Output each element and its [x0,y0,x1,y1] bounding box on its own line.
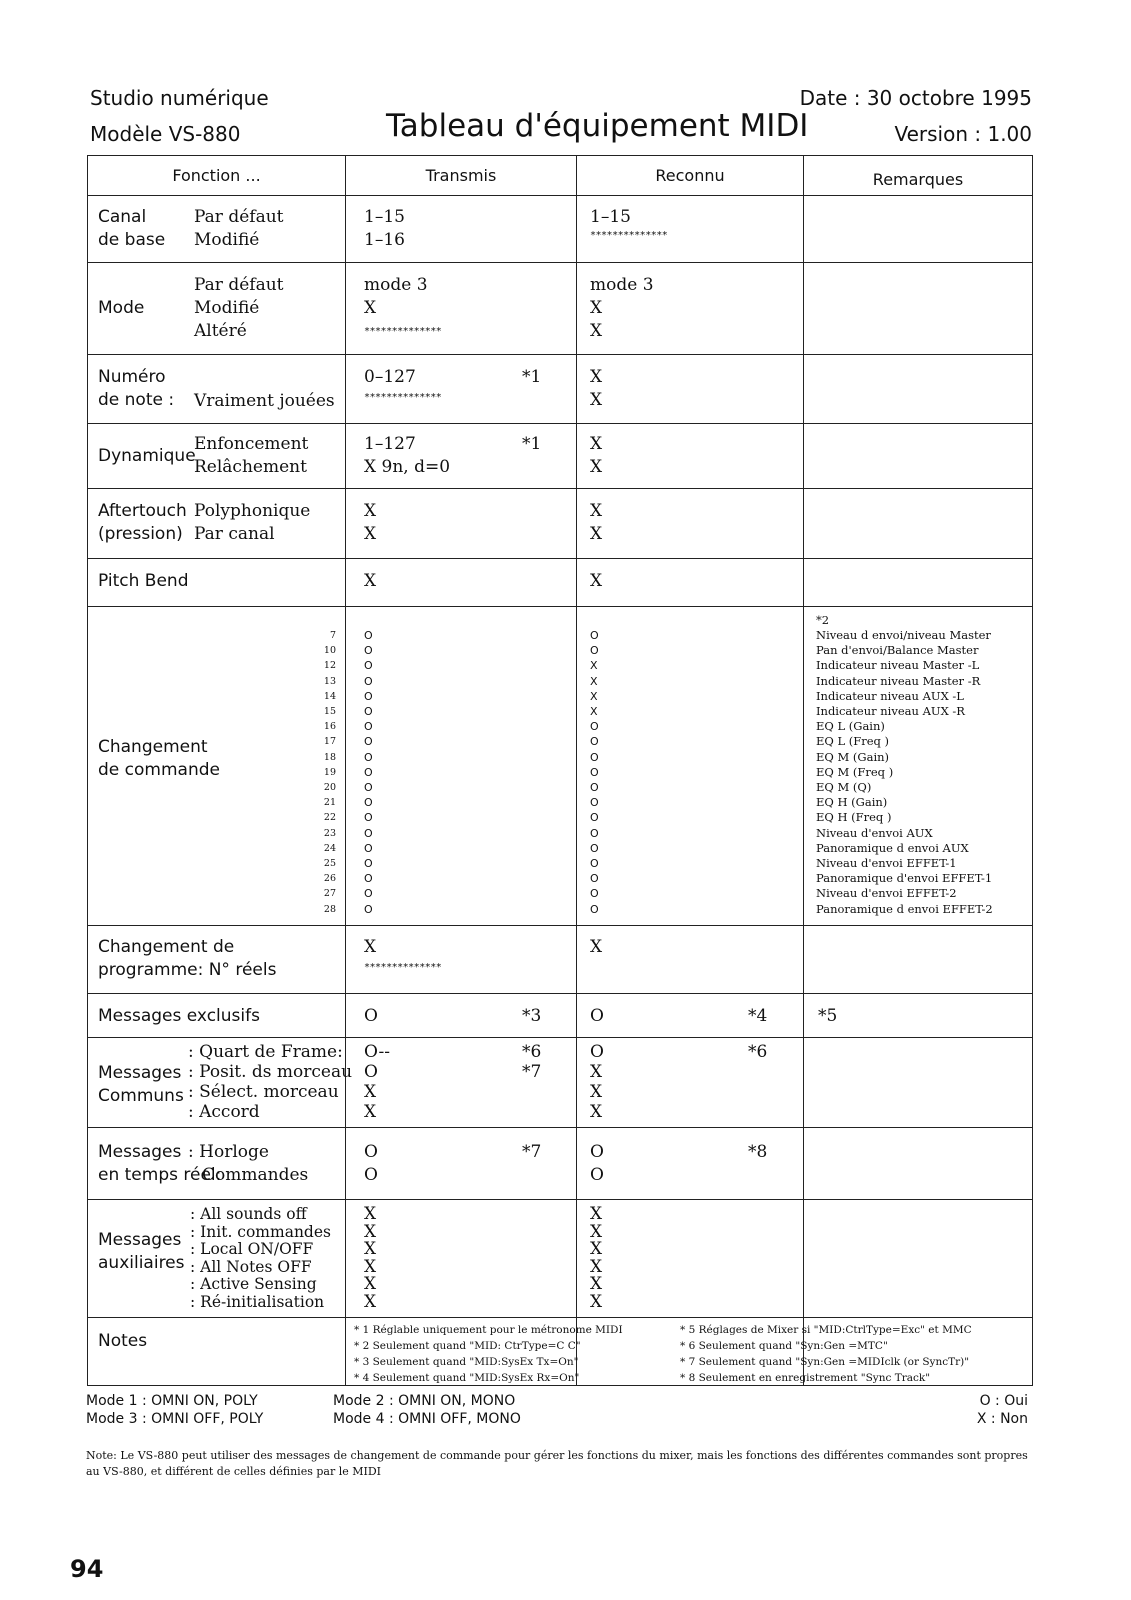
footnote-ref: *3 [522,1006,542,1026]
row-label: Changement [98,737,208,757]
transmitted-value: X [364,1102,377,1122]
row-divider [87,423,1033,424]
sub-label: : Horloge [188,1142,269,1162]
aux-recognized-list [590,1206,602,1311]
transmitted-value: X [364,1221,377,1242]
transmitted-value: X [364,1239,377,1259]
sub-label: Commandes [202,1165,309,1185]
remark-value: Indicateur niveau AUX -R [816,704,965,719]
mode-legend: Mode 2 : OMNI ON, MONO [333,1393,516,1409]
row-label: auxiliaires [98,1253,185,1273]
footnote-text: * 6 Seulement quand "Syn:Gen =MTC" [680,1340,888,1352]
transmitted-value: X [364,1291,377,1312]
remark-value: Niveau d'envoi EFFET-2 [816,886,957,901]
recognized-value: X [590,298,603,318]
remark-value: EQ M (Gain) [816,749,890,764]
recognized-value: X [590,434,603,454]
controller-number: 13 [323,675,336,687]
transmitted-value: O [364,781,373,795]
controller-number: 23 [323,827,336,839]
recognized-value: O [590,735,599,749]
remark-value: Indicateur niveau Master -R [816,673,981,688]
controller-number: 7 [329,630,336,641]
footnote-ref: *7 [522,1142,542,1162]
remark-value: EQ M (Q) [816,780,872,795]
footnote-ref: *1 [522,434,542,454]
table-border-top [87,155,1033,156]
transmitted-value: O [364,811,373,825]
footnote-text: * 8 Seulement en enregistrement "Sync Track" [680,1372,931,1384]
recognized-value: X [590,1204,603,1224]
transmitted-value: O [364,765,373,779]
transmitted-value: O [364,720,373,734]
transmitted-value: X [364,1082,377,1102]
sub-label: Polyphonique [194,501,311,521]
remark-value: EQ M (Freq ) [816,764,894,779]
recognized-value: X [590,1102,603,1122]
sub-label: Altéré [194,321,247,341]
recognized-value: X [590,659,598,673]
aux-transmitted-list [364,1206,376,1311]
recognized-value: O [590,841,599,855]
row-label: en temps réel: [98,1165,222,1185]
recognized-value: X [590,524,603,544]
transmitted-value: O [364,857,373,871]
transmitted-value: 0–127 [364,367,416,387]
row-label: Dynamique [98,446,196,466]
sub-label: Modifié [194,298,260,318]
page-number: 94 [70,1555,104,1583]
row-label: programme: N° réels [98,960,277,980]
recognized-value: X [590,390,603,410]
remark-value: EQ L (Gain) [816,719,885,734]
transmitted-value: ************** [364,962,442,973]
footnote-text: * 1 Réglable uniquement pour le métronome MIDI [354,1324,623,1336]
row-divider [87,488,1033,489]
recognized-value: X [590,501,603,521]
controller-number: 20 [323,782,336,794]
controller-number: 16 [323,721,336,733]
controller-number: 19 [323,766,336,778]
transmitted-value: O [364,750,373,764]
row-divider [87,1127,1033,1128]
transmitted-value: O [364,1142,378,1162]
row-divider [87,1199,1033,1200]
recognized-value: X [590,1274,603,1294]
footnote-ref: *7 [522,1062,542,1082]
recognized-value: mode 3 [590,275,654,295]
remark-value: Pan d'envoi/Balance Master [816,643,979,658]
transmitted-value: X [364,1256,377,1277]
controller-number: 25 [323,858,336,870]
transmitted-value: O [364,887,373,901]
sub-label: : All sounds off [190,1205,307,1223]
transmitted-value: O [364,1062,378,1082]
table-border-right [1032,155,1033,1385]
controller-number: 27 [323,888,336,900]
controller-transmitted-list [364,628,373,917]
recognized-value: O [590,1006,604,1026]
transmitted-value: X [364,501,377,521]
controller-recognized-list [590,628,599,917]
row-label: de base [98,230,166,250]
recognized-value: X [590,1082,603,1102]
remark-value: Niveau d'envoi EFFET-1 [816,856,957,871]
recognized-value: O [590,781,599,795]
legend-non: X : Non [976,1411,1028,1427]
transmitted-value: X [364,524,377,544]
row-label: Messages [98,1063,182,1083]
page-title: Tableau d'équipement MIDI [386,108,809,144]
sub-label: : Init. commandes [190,1222,331,1241]
controller-number: 14 [323,690,336,702]
row-divider [87,262,1033,263]
row-divider [87,1317,1033,1318]
sub-label: Vraiment jouées [194,391,335,411]
controller-number: 28 [323,903,336,915]
sub-label: : Active Sensing [190,1275,317,1293]
controller-number: 21 [323,797,336,809]
recognized-value: X [590,1062,603,1082]
transmitted-value: ************** [364,392,442,403]
controller-number: 10 [323,645,336,657]
mode-legend: Mode 1 : OMNI ON, POLY [86,1393,258,1409]
controller-number: 17 [323,736,336,748]
footnote-ref: *4 [748,1006,768,1026]
sub-label: : Sélect. morceau [188,1082,339,1102]
sub-label: : Local ON/OFF [190,1240,314,1258]
transmitted-value: 1–15 [364,207,405,227]
recognized-value: X [590,367,603,387]
sub-label: : Ré-initialisation [190,1292,325,1311]
sub-label: : Accord [188,1102,260,1122]
recognized-value: X [590,321,603,341]
footnote-text: * 7 Seulement quand "Syn:Gen =MIDIclk (or SyncTr)" [680,1356,970,1368]
recognized-value: O [590,1042,604,1062]
remark-value: Indicateur niveau Master -L [816,658,980,673]
recognized-value: O [590,1165,604,1185]
recognized-value: X [590,674,598,688]
transmitted-value: O [364,872,373,886]
remark-value: Panoramique d envoi EFFET-2 [816,901,993,916]
column-header-fonction: Fonction ... [172,166,261,185]
sub-label: : Quart de Frame: [188,1042,343,1062]
transmitted-value: O [364,674,373,688]
recognized-value: O [590,629,599,642]
transmitted-value: ************** [364,326,442,337]
transmitted-value: mode 3 [364,275,428,295]
footnote-ref: *8 [748,1142,768,1162]
recognized-value: O [590,826,599,840]
footnote-list-right [680,1322,972,1386]
remark-value: Indicateur niveau AUX -L [816,688,964,703]
row-divider [87,558,1033,559]
sub-label: : Posit. ds morceau [188,1062,353,1082]
aux-message-list [190,1206,331,1311]
column-header-reconnu: Reconnu [655,166,725,185]
transmitted-value: O [364,735,373,749]
transmitted-value: O [364,705,373,719]
transmitted-value: 1–16 [364,230,405,250]
sub-label: Par défaut [194,275,284,295]
recognized-value: O [590,872,599,886]
row-divider [87,1037,1033,1038]
sub-label: Par défaut [194,207,284,227]
controller-number: 24 [323,842,336,854]
recognized-value: O [590,1142,604,1162]
recognized-value: O [590,720,599,734]
transmitted-value: O [364,689,373,703]
transmitted-value: O [364,644,373,658]
remark-value: EQ H (Freq ) [816,810,892,825]
row-label: de note : [98,390,175,410]
sub-label: : All Notes OFF [190,1257,312,1276]
recognized-value: X [590,571,603,591]
sub-label: Relâchement [194,457,307,477]
row-label: Messages [98,1230,182,1250]
transmitted-value: X [364,298,377,318]
row-label: Numéro [98,367,166,387]
remark-value: Niveau d envoi/niveau Master [816,628,991,642]
transmitted-value: O [364,826,373,840]
row-label: Mode [98,298,145,318]
column-header-remarques: Remarques [872,170,964,189]
footnote-ref: *1 [522,367,542,387]
version-label: Version : 1.00 [894,122,1032,146]
transmitted-value: X [364,937,377,957]
controller-number-list [300,628,336,917]
row-divider [87,195,1033,196]
sub-label: Modifié [194,230,260,250]
row-label: Pitch Bend [98,571,189,591]
controller-number: 22 [323,812,336,824]
recognized-value: O [590,750,599,764]
footnote-ref: *2 [816,613,830,627]
recognized-value: O [590,796,599,810]
model-label: Modèle VS-880 [90,122,241,146]
controller-number: 26 [323,873,336,885]
studio-label: Studio numérique [90,86,269,110]
row-divider [87,993,1033,994]
column-divider [803,155,804,1385]
controller-number: 12 [323,660,336,672]
row-label: de commande [98,760,220,780]
row-label: Notes [98,1331,148,1351]
transmitted-value: O [364,629,373,642]
transmitted-value: O [364,1006,378,1026]
row-label: Aftertouch [98,501,187,521]
row-label: Communs [98,1086,184,1106]
row-label: Messages [98,1142,182,1162]
transmitted-value: O-- [364,1042,391,1062]
mode-legend: Mode 4 : OMNI OFF, MONO [333,1411,521,1427]
controller-number: 15 [323,706,336,718]
footnote-text: * 2 Seulement quand "MID: CtrType=C C" [354,1340,581,1352]
transmitted-value: O [364,1165,378,1185]
recognized-value: X [590,1221,603,1242]
recognized-value: X [590,937,603,957]
row-divider [87,925,1033,926]
recognized-value: X [590,1239,603,1259]
row-divider [87,354,1033,355]
footnote-text: * 3 Seulement quand "MID:SysEx Tx=On" [354,1356,579,1368]
recognized-value: O [590,811,599,825]
date-label: Date : 30 octobre 1995 [799,86,1032,110]
row-divider [87,606,1033,607]
remark-value: Panoramique d envoi AUX [816,840,969,855]
recognized-value: O [590,857,599,871]
column-header-transmis: Transmis [425,166,497,185]
row-label: (pression) [98,524,183,544]
remark-value: EQ H (Gain) [816,795,888,810]
recognized-value: X [590,1291,603,1312]
footer-note: Note: Le VS-880 peut utiliser des messages de changement de commande pour gérer les fonctions du mixer, mais les fonctions des différentes commandes sont propres au VS-880, et différent de celles définies par le MIDI [86,1449,1028,1478]
row-label: Messages exclusifs [98,1006,260,1026]
transmitted-value: O [364,659,373,673]
remark-value: Panoramique d'envoi EFFET-1 [816,871,993,886]
footnote-ref: *6 [748,1042,768,1062]
transmitted-value: O [364,841,373,855]
transmitted-value: O [364,796,373,810]
controller-remark-list [816,628,993,917]
row-label: Canal [98,207,147,227]
column-divider [345,155,346,1385]
row-label: Changement de [98,937,235,957]
recognized-value: ************** [590,230,668,241]
legend-oui: O : Oui [979,1393,1028,1409]
recognized-value: O [590,644,599,658]
recognized-value: X [590,705,598,719]
table-border-left [87,155,88,1385]
footnote-text: * 4 Seulement quand "MID:SysEx Rx=On" [354,1372,580,1384]
sub-label: Par canal [194,524,275,544]
footnote-ref: *6 [522,1042,542,1062]
transmitted-value: 1–127 [364,434,416,454]
controller-number: 18 [323,751,336,763]
transmitted-value: O [364,902,373,916]
recognized-value: O [590,887,599,901]
remark-value: EQ L (Freq ) [816,734,890,749]
recognized-value: 1–15 [590,207,631,227]
footnote-list-left [354,1322,623,1386]
column-divider [576,155,577,1385]
footnote-text: * 5 Réglages de Mixer si "MID:CtrlType=Exc" et MMC [680,1324,972,1336]
mode-legend: Mode 3 : OMNI OFF, POLY [86,1411,264,1427]
recognized-value: X [590,689,598,703]
sub-label: Enfoncement [194,434,309,454]
remark-value: Niveau d'envoi AUX [816,825,933,840]
recognized-value: O [590,765,599,779]
transmitted-value: X [364,1204,377,1224]
transmitted-value: X 9n, d=0 [364,457,451,477]
recognized-value: O [590,902,599,916]
remark-value: *5 [818,1006,838,1026]
recognized-value: X [590,1256,603,1277]
recognized-value: X [590,457,603,477]
transmitted-value: X [364,571,377,591]
transmitted-value: X [364,1274,377,1294]
